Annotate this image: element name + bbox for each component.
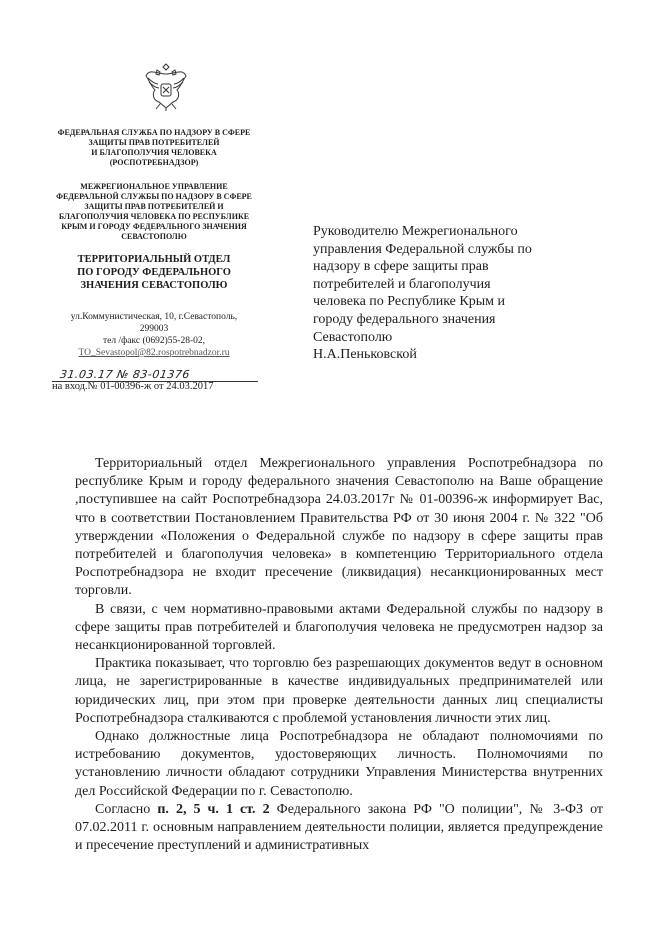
addressee-line: управления Федеральной службы по bbox=[313, 241, 532, 257]
addressee-line: потребителей и благополучия bbox=[313, 276, 491, 292]
agency-name bbox=[28, 128, 280, 168]
dept-line: ПО ГОРОДУ ФЕДЕРАЛЬНОГО bbox=[77, 267, 231, 278]
dept-line: ЗНАЧЕНИЯ СЕВАСТОПОЛЮ bbox=[80, 280, 228, 291]
body-paragraph: В связи, с чем нормативно-правовыми актами Федеральной службы по надзору в сфере защиты прав потребителей и благополучия человека не предусмотрен надзор за несанкционированной торговлей. bbox=[75, 601, 603, 654]
region-line: ЗАЩИТЫ ПРАВ ПОТРЕБИТЕЛЕЙ И bbox=[84, 202, 224, 211]
region-line: ФЕДЕРАЛЬНОЙ СЛУЖБЫ ПО НАДЗОРУ В СФЕРЕ bbox=[56, 192, 252, 201]
agency-line: (РОСПОТРЕБНАДЗОР) bbox=[109, 158, 199, 167]
outgoing-number-handwritten: 31.03.17 № 83-01376 bbox=[59, 368, 191, 381]
region-line: БЛАГОПОЛУЧИЯ ЧЕЛОВЕКА ПО РЕСПУБЛИКЕ bbox=[58, 212, 250, 221]
contact-block bbox=[28, 311, 280, 359]
addressee-line: Руководителю Межрегионального bbox=[313, 224, 518, 239]
agency-line: И БЛАГОПОЛУЧИЯ ЧЕЛОВЕКА bbox=[91, 148, 217, 157]
addressee-line: человека по Республике Крым и bbox=[313, 294, 505, 310]
incoming-reference: на вход.№ 01-00396-ж от 24.03.2017 bbox=[52, 381, 214, 392]
email-link[interactable]: TO_Sevastopol@82.rospotrebnadzor.ru bbox=[78, 348, 230, 358]
body-paragraph: Практика показывает, что торговлю без разрешающих документов ведут в основном лица, не зарегистрированные в качестве индивидуальных предпринимателей или юридических лиц, при этом при проверке деятельности данных лиц специалисты Роспотребнадзора сталкиваются с проблемой установления личности этих лиц. bbox=[75, 656, 603, 726]
region-line: СЕВАСТОПОЛЮ bbox=[121, 232, 187, 241]
addressee-line: надзору в сфере защиты прав bbox=[313, 259, 489, 275]
law-reference: п. 2, 5 ч. 1 ст. 2 bbox=[157, 801, 270, 817]
postal-code: 299003 bbox=[139, 324, 169, 334]
letter-body bbox=[75, 455, 603, 855]
agency-line: ЗАЩИТЫ ПРАВ ПОТРЕБИТЕЛЕЙ bbox=[88, 138, 220, 147]
department-name bbox=[28, 253, 280, 292]
address-line: ул.Коммунистическая, 10, г.Севастополь, bbox=[70, 312, 238, 322]
agency-line: ФЕДЕРАЛЬНАЯ СЛУЖБА ПО НАДЗОРУ В СФЕРЕ bbox=[57, 128, 251, 137]
region-line: МЕЖРЕГИОНАЛЬНОЕ УПРАВЛЕНИЕ bbox=[80, 182, 228, 191]
addressee-block bbox=[313, 223, 613, 364]
coat-of-arms-icon bbox=[143, 60, 189, 112]
addressee-line: городу федерального значения bbox=[313, 311, 496, 327]
addressee-name: Н.А.Пеньковской bbox=[313, 347, 417, 363]
addressee-line: Севастополю bbox=[313, 329, 393, 345]
paragraph-lead: Согласно bbox=[95, 801, 158, 817]
phone-fax: тел /факс (0692)55-28-02, bbox=[103, 336, 205, 346]
body-paragraph: Однако должностные лица Роспотребнадзора не обладают полномочиями по истребованию документов, удостоверяющих личность. Полномочиями по установлению личности обладают сотрудники Управления Министерства внутренних дел Российской Федерации по г. Севастополю. bbox=[75, 729, 603, 799]
dept-line: ТЕРРИТОРИАЛЬНЫЙ ОТДЕЛ bbox=[77, 254, 231, 265]
regional-office-name bbox=[28, 182, 280, 242]
body-paragraph: Территориальный отдел Межрегионального управления Роспотребнадзора по республике Крым и городу федерального значения Севастополю на Ваше обращение ,поступившее на сайт Роспотребнадзора 24.03.2017г № 01-00396-ж информирует Вас, что в соответствии Постановлением Правительства РФ от 30 июня 2004 г. № 322 "Об утверждении «Положения о Федеральной службе по надзору в сфере защиты прав потребителей и благополучия человека» в компетенцию Территориального отдела Роспотребнадзора не входит пресечение (ликвидация) несанкционированных мест торговли. bbox=[75, 456, 603, 599]
body-paragraph bbox=[75, 801, 603, 856]
region-line: КРЫМ И ГОРОДУ ФЕДЕРАЛЬНОГО ЗНАЧЕНИЯ bbox=[61, 222, 247, 231]
paragraph-text: Федерального закона РФ "О полиции", № 3-ФЗ от 07.02.2011 г. основным направлением деятельности полиции, является предупреждение и пресечение преступлений и административных bbox=[75, 801, 604, 854]
